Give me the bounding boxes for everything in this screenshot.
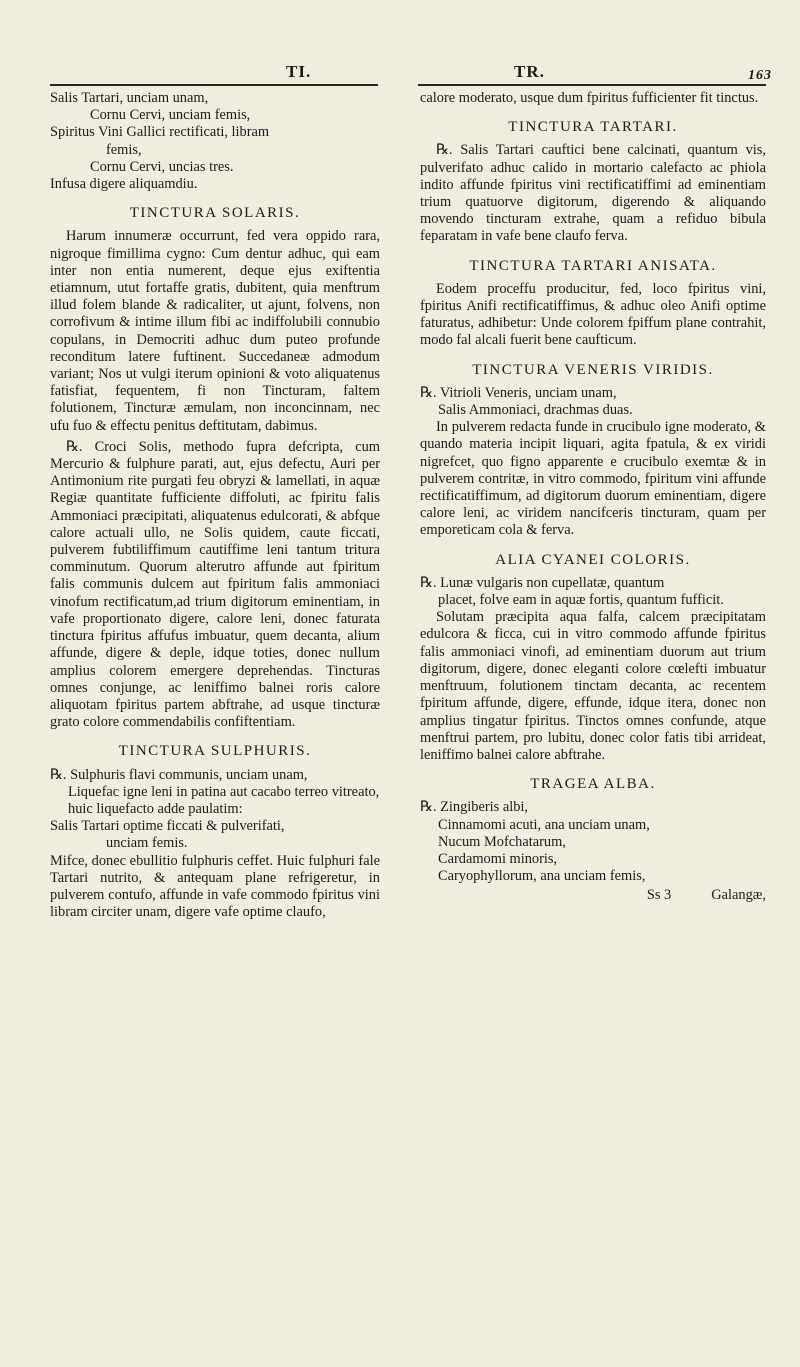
section-title: TINCTURA TARTARI ANISATA. — [469, 257, 717, 274]
recipe-ingredient: Salis Tartari, unciam unam, — [50, 90, 209, 106]
paragraph: Eodem proceffu producitur, fed, loco fpiritus vini, fpiritus Anifi rectificatiffimus, & adhuc oleo Anifi optime faturatus, adhibetur: Unde colorem fpiffum plane contrahit, modo fal alcali fuerit bene caufticum. — [420, 280, 766, 349]
header-rule-left — [50, 84, 378, 86]
signature-mark: Ss 3 — [646, 887, 672, 904]
page-footer — [420, 887, 766, 904]
running-head-right: TR. — [514, 62, 545, 81]
left-column — [50, 90, 380, 925]
section-title: TINCTURA SULPHURIS. — [118, 743, 312, 760]
paragraph: Mifce, donec ebullitio fulphuris ceffet. Huic fulphuri fale Tartari nutrito, & antequam plane refrigeretur, in pulverem contufo, affunde in vafe commodo fpiritus vini libram circiter unam, digere vafe optime claufo, — [50, 852, 380, 921]
recipe-ingredient: Salis Tartari optime ficcati & pulverifati, — [50, 818, 285, 835]
paragraph: calore moderato, usque dum fpiritus fufficienter fit tinctus. — [420, 90, 759, 106]
recipe-ingredient: Infusa digere aliquamdiu. — [50, 176, 198, 193]
section-title: ALIA CYANEI COLORIS. — [495, 551, 691, 568]
recipe-ingredient: Caryophyllorum, ana unciam femis, — [438, 868, 646, 885]
paragraph: In pulverem redacta funde in crucibulo igne moderato, & quando materia incipit liquari, agita fpatula, & ex viridi nigrefcet, quo figno apparente e crucibulo exemtæ & in pulverem contritæ, in vitro commodo, fpiritum vini affunde rectificatiffimum, ad digitorum duorum eminentiam, digere calore leni, ac viridem nancifceris tincturam, quam per emporeticam cola & ferva. — [420, 419, 766, 539]
recipe-ingredient: Cinnamomi acuti, ana unciam unam, — [438, 816, 650, 833]
header-rule-right — [418, 84, 766, 86]
page-number: 163 — [748, 68, 772, 83]
recipe-ingredient: Nucum Mofchatarum, — [438, 833, 566, 850]
running-head-left: TI. — [286, 62, 312, 81]
paragraph: ℞. Croci Solis, methodo fupra defcripta, cum Mercurio & fulphure parati, aut, ejus defectu, Auri per Antimonium rite purgati feu obryzi & lamellati, in aquæ Regiæ quantitate fufficiente diffoluti, ac fpiritu falis Ammoniaci præcipitati, aliquatenus edulcorati, & abfque calore actuali ullo, ne Solis quidem, caute ficcati, pulverem fubtiliffimum cautiffime leni tantum tritura comminutum. Quorum alterutro affunde aut fpiritum falis communis dulcem aut fpiritum falis ammoniaci vinofum rectificatum,ad trium digitorum eminentiam, in vafe proportionato digere, calore leni, donec faturata tinctura fpiritus affufus imbuatur, quem decanta, alium affunde, digere & deple, idque toties, donec nullum amplius colorem emergere deprehendas. Tincturas omnes conjunge, ac leniffimo balnei roris calore aliquotam fpiritus partem abftrahe, ad usque tincturæ grato colore commendabilis confiftentiam. — [50, 438, 380, 731]
section-title: TINCTURA VENERIS VIRIDIS. — [472, 361, 714, 378]
catchword: Galangæ, — [711, 887, 766, 904]
recipe-ingredient: Cornu Cervi, unciam femis, — [90, 107, 251, 124]
recipe-ingredient: Liquefac igne leni in patina aut cacabo terreo vitreato, huic liquefacto adde paulatim: — [68, 783, 380, 817]
recipe-ingredient: placet, folve eam in aquæ fortis, quantum fufficit. — [438, 592, 724, 609]
section-title: TRAGEA ALBA. — [530, 776, 656, 793]
recipe-ingredient: unciam femis. — [106, 835, 188, 852]
recipe-ingredient: ℞. Sulphuris flavi communis, unciam unam, — [50, 766, 308, 783]
recipe-ingredient: Salis Ammoniaci, drachmas duas. — [438, 402, 633, 419]
recipe-ingredient: Cardamomi minoris, — [438, 850, 558, 867]
recipe-ingredient: femis, — [106, 141, 142, 158]
paragraph: Solutam præcipita aqua falfa, calcem præcipitatam edulcora & ficca, cui in vitro commodo affunde fpiritus falis ammoniaci vinofi, ad eminentiam duorum aut trium digitorum, digere, donec eleganti colore cœlefti imbuatur menftruum, folutionem tinctam decanta, ac recentem fpiritum affunde, digere, effunde, idque itera, donec non amplius tingatur fpiritus. Tinctos omnes confunde, atque menftrui partem, pro lubitu, donec color fatis tibi arrideat, leniffimo balnei calore abftrahe. — [420, 609, 766, 763]
recipe-ingredient: ℞. Vitrioli Veneris, unciam unam, — [420, 384, 617, 401]
right-column — [420, 90, 766, 905]
section-title: TINCTURA TARTARI. — [508, 119, 678, 136]
recipe-ingredient: Spiritus Vini Gallici rectificati, libram — [50, 124, 270, 141]
recipe-ingredient: ℞. Zingiberis albi, — [420, 799, 529, 816]
paragraph: Harum innumeræ occurrunt, fed vera oppido rara, nigroque fimillima cygno: Cum dentur adhuc, qui eam inter non entia numerent, deque ejus exiftentia etiamnum, utut fortaffe gratis, dubitent, quia menftrum illud folem blande & radicaliter, ut ajunt, folvens, non corrofivum & intime illum fibi ac indiffolubili connubio copulans, in Democriti adhuc dum puteo profunde reconditum latere fuftinent. Succedaneæ admodum variant; Nos ut vulgi iterum opinioni & voto aliquatenus fatisfiat, fequentem, fi non Tincturam, faltem folutionem, Tincturæ æmulam, non inconcinnam, nec ufu fuo & effectu penitus deftitutam, dabimus. — [50, 228, 380, 434]
recipe-ingredient: Cornu Cervi, uncias tres. — [90, 158, 234, 175]
recipe-ingredient: ℞. Lunæ vulgaris non cupellatæ, quantum — [420, 574, 665, 591]
section-title: TINCTURA SOLARIS. — [129, 205, 301, 222]
paragraph: ℞. Salis Tartari cauftici bene calcinati, quantum vis, pulverifato adhuc calido in mortario calefacto ac phiola indito affunde fpiritus vini rectificatiffimi ad eminentiam trium quatuorve digitorum, digerendo & aliquando movendo tincturam extrahe, quam a refiduo bibula feparatam in vafe bene claufo ferva. — [420, 142, 766, 245]
